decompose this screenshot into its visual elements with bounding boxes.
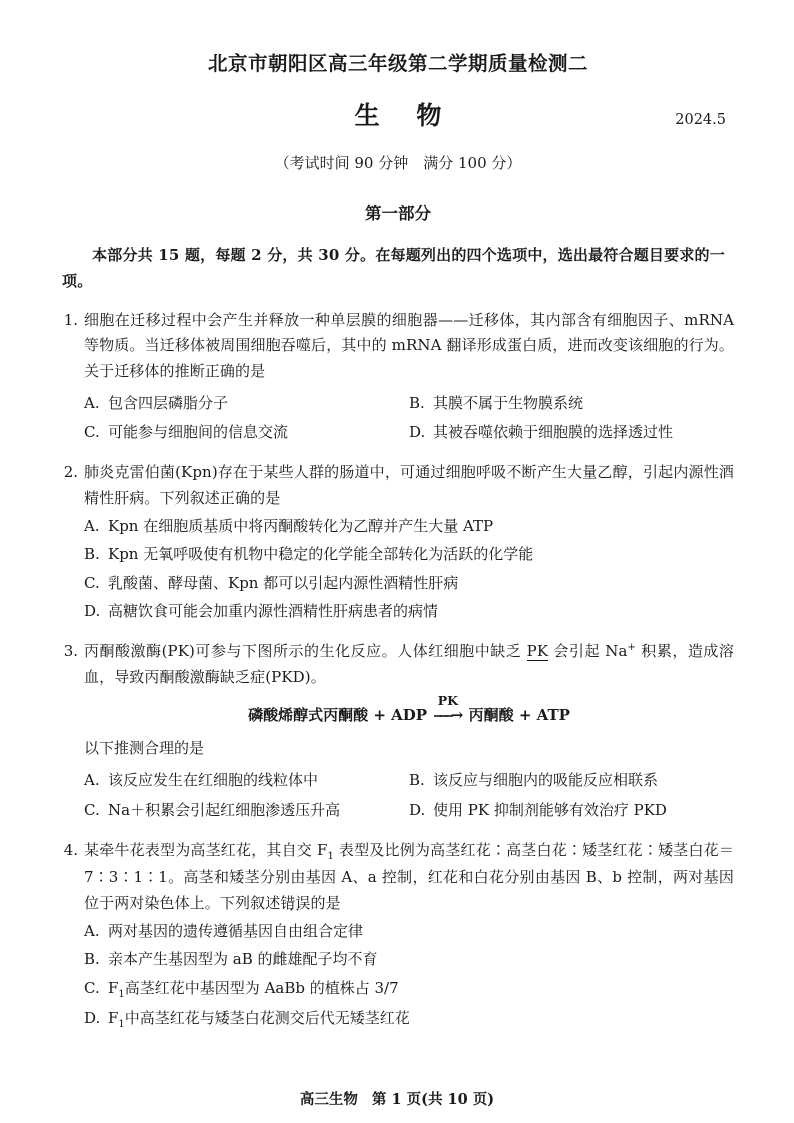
stem-subscript: 1: [327, 850, 334, 862]
option-text: 该反应发生在红细胞的线粒体中: [108, 771, 319, 790]
option-text-rest: 中高茎红花与矮茎白花测交后代无矮茎红花: [124, 1008, 410, 1027]
option-b[interactable]: [409, 389, 734, 418]
option-a[interactable]: [84, 766, 409, 795]
option-c[interactable]: [84, 569, 734, 598]
footer-page-number: 第 1 页(共 10 页): [371, 1091, 495, 1108]
option-a[interactable]: [84, 512, 734, 541]
question-number: 1.: [63, 310, 78, 329]
subject-name: 生 物: [354, 101, 456, 130]
option-label: D.: [409, 800, 426, 819]
question-stem: [84, 639, 734, 691]
option-b[interactable]: [84, 945, 734, 974]
question-number: 3.: [63, 641, 78, 660]
option-b[interactable]: [84, 540, 734, 569]
options-list: [84, 917, 734, 1034]
stem-part-b: 会引起 Na: [548, 641, 628, 660]
option-text: 乳酸菌、酵母菌、Kpn 都可以引起内源性酒精性肝病: [108, 573, 459, 592]
formula-arrow-label: PK: [437, 692, 458, 708]
page-footer: [0, 1088, 794, 1109]
option-label: B.: [84, 545, 100, 564]
stem-emphasis: 错误 ··: [280, 894, 310, 912]
option-text: 两对基因的遗传遵循基因自由组合定律: [108, 921, 364, 940]
stem-part-c: 积累，造成溶血，导致丙酮酸激酶缺乏症(PKD)。: [84, 641, 735, 686]
option-label: C.: [84, 573, 100, 592]
option-text-rest: 高茎红花中基因型为 AaBb 的植株占 3/7: [124, 978, 399, 997]
option-label: C.: [84, 800, 100, 819]
option-text-subscript: 1: [118, 1018, 125, 1030]
question-body: [84, 308, 734, 448]
option-text: Na＋积累会引起红细胞渗透压升高: [108, 800, 341, 819]
option-label: C.: [84, 423, 100, 442]
question-stem: [84, 838, 734, 917]
option-text-prefix: F: [108, 978, 119, 997]
stem-part-a: 某牵牛花表型为高茎红花，其自交 F: [84, 840, 328, 859]
question-stem: 肺炎克雷伯菌(Kpn)存在于某些人群的肠道中，可通过细胞呼吸不断产生大量乙醇，引起内源性酒精性肝病。下列叙述正确的是: [84, 463, 734, 508]
option-b[interactable]: [409, 766, 734, 795]
part-title: 第一部分: [365, 204, 431, 223]
question-4: [62, 838, 734, 1034]
question-1: [62, 308, 734, 448]
option-label: B.: [84, 950, 100, 969]
footer-subject: 高三生物: [299, 1091, 358, 1108]
question-body: [84, 460, 734, 626]
option-label: C.: [84, 978, 100, 997]
option-d[interactable]: [409, 796, 734, 825]
question-number: 2.: [63, 463, 78, 482]
exam-date: 2024.5: [675, 112, 726, 128]
option-text: 其膜不属于生物膜系统: [433, 393, 584, 412]
option-text: 高糖饮食可能会加重内源性酒精性肝病患者的病情: [108, 602, 439, 621]
page-title: 北京市朝阳区高三年级第二学期质量检测二: [207, 52, 588, 75]
option-label: A.: [84, 516, 100, 535]
option-label: D.: [409, 423, 426, 442]
option-d[interactable]: [84, 597, 734, 626]
exam-info: （考试时间 90 分钟 满分 100 分）: [274, 154, 522, 172]
stem-part-c: 的是: [310, 893, 341, 912]
options-list: [84, 766, 734, 825]
formula-arrow: [434, 692, 462, 729]
question-number: 4.: [63, 840, 78, 859]
stem-part-a: 丙酮酸激酶(PK)可参与下图所示的生化反应。人体红细胞中缺乏: [84, 641, 527, 660]
option-label: D.: [84, 602, 101, 621]
option-text-subscript: 1: [118, 988, 125, 1000]
option-a[interactable]: [84, 389, 409, 418]
question-2: [62, 460, 734, 626]
option-c[interactable]: [84, 418, 409, 447]
option-label: A.: [84, 393, 100, 412]
option-label: D.: [84, 1008, 101, 1027]
question-3: [62, 639, 734, 825]
reaction-formula: [84, 692, 734, 729]
option-c[interactable]: [84, 796, 409, 825]
option-label: A.: [84, 771, 100, 790]
part-description: 本部分共 15 题，每题 2 分，共 30 分。在每题列出的四个选项中，选出最符合题目要求的一项。: [62, 246, 725, 291]
option-text: 该反应与细胞内的吸能反应相联系: [433, 771, 659, 790]
option-text: 可能参与细胞间的信息交流: [108, 423, 289, 442]
option-label: B.: [409, 393, 425, 412]
arrow-right-icon: ⎯⎯⎯→: [434, 705, 462, 724]
question-body: [84, 639, 734, 825]
options-list: [84, 389, 734, 448]
formula-right: 丙酮酸 + ATP: [468, 705, 570, 724]
option-text: Kpn 无氧呼吸使有机物中稳定的化学能全部转化为活跃的化学能: [108, 545, 534, 564]
stem-underlined-term: PK: [526, 641, 549, 660]
formula-left: 磷酸烯醇式丙酮酸 + ADP: [248, 705, 428, 724]
stem-superscript: +: [627, 641, 637, 653]
option-c[interactable]: [84, 974, 734, 1004]
options-list: [84, 512, 734, 626]
option-text: [108, 1004, 734, 1034]
question-stem: 细胞在迁移过程中会产生并释放一种单层膜的细胞器——迁移体，其内部含有细胞因子、mRNA 等物质。当迁移体被周围细胞吞噬后，其中的 mRNA 翻译形成蛋白质，进而改变该细胞的行为。关于迁移体的推断正确的是: [84, 310, 734, 381]
option-d[interactable]: [84, 1004, 734, 1034]
option-text: 使用 PK 抑制剂能够有效治疗 PKD: [433, 800, 667, 819]
question-body: [84, 838, 734, 1034]
option-label: A.: [84, 921, 100, 940]
option-text-prefix: F: [108, 1008, 119, 1027]
option-text: 亲本产生基因型为 aB 的雌雄配子均不育: [108, 950, 378, 969]
option-text: [108, 974, 734, 1004]
option-text: 包含四层磷脂分子: [108, 393, 229, 412]
option-text: Kpn 在细胞质基质中将丙酮酸转化为乙醇并产生大量 ATP: [108, 516, 494, 535]
option-label: B.: [409, 771, 425, 790]
stem-part-b: 表型及比例为高茎红花∶高茎白花∶矮茎红花∶矮茎白花＝7∶3∶1∶1。高茎和矮茎分别由基因 A、a 控制，红花和白花分别由基因 B、b 控制，两对基因位于两对染色体上。下列叙述: [84, 840, 734, 912]
subject-row: [62, 96, 734, 130]
option-a[interactable]: [84, 917, 734, 946]
option-text: 其被吞噬依赖于细胞膜的选择透过性: [433, 423, 674, 442]
option-d[interactable]: [409, 418, 734, 447]
question-subprompt: 以下推测合理的是: [84, 739, 205, 758]
